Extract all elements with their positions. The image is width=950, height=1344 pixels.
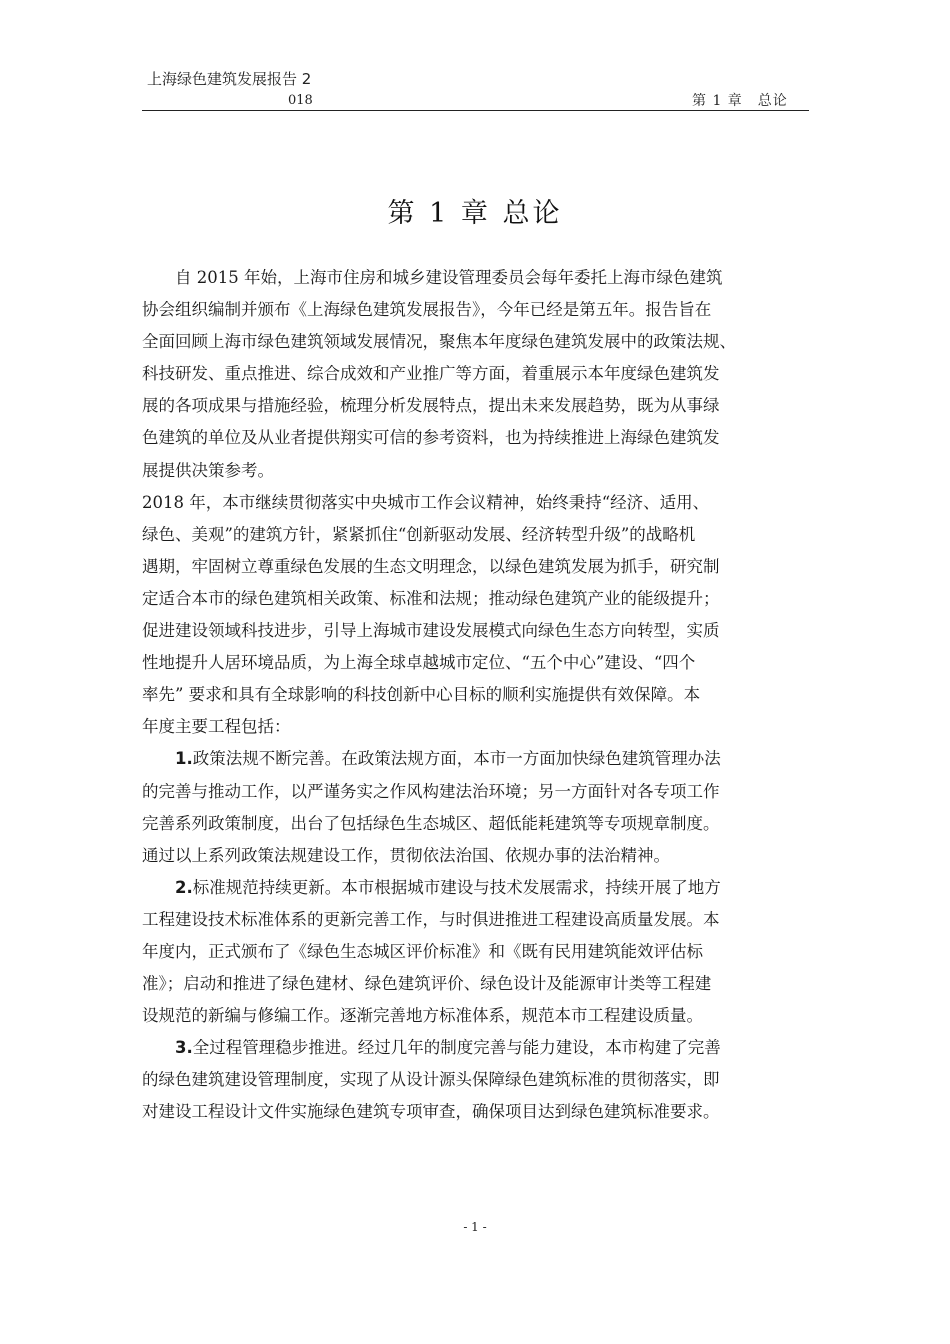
item-number: 3. (175, 1038, 193, 1058)
text-line: 展的各项成果与措施经验，梳理分析发展特点，提出未来发展趋势，既为从事绿 (142, 396, 720, 416)
item-number: 1. (175, 749, 193, 769)
text-line: 2018 年，本市继续贯彻落实中央城市工作会议精神，始终秉持“经济、适用、 (142, 492, 710, 512)
text-line: 年度内，正式颁布了《绿色生态城区评价标准》和《既有民用建筑能效评估标 (142, 941, 703, 961)
body-text (142, 262, 820, 1129)
item-number: 2. (175, 877, 193, 897)
numbered-item-1 (142, 743, 820, 775)
text-line: 完善系列政策制度，出台了包括绿色生态城区、超低能耗建筑等专项规章制度。 (142, 813, 720, 833)
running-header-title-continuation: 018 (288, 93, 313, 108)
text-line: 自 2015 年始，上海市住房和城乡建设管理委员会每年委托上海市绿色建筑 (142, 268, 723, 287)
text-line: 展提供决策参考。 (142, 460, 274, 480)
text-line: 工程建设技术标准体系的更新完善工作，与时俱进推进工程建设高质量发展。本 (142, 909, 720, 929)
text-line: 年度主要工程包括： (142, 717, 291, 737)
text-line: 全面回顾上海市绿色建筑领域发展情况，聚焦本年度绿色建筑发展中的政策法规、 (142, 332, 736, 352)
text-line: 定适合本市的绿色建筑相关政策、标准和法规；推动绿色建筑产业的能级提升； (142, 588, 720, 608)
running-header-title: 上海绿色建筑发展报告 2 (147, 70, 312, 88)
running-header-chapter: 第 1 章 总论 (692, 93, 788, 109)
header-rule (142, 110, 809, 111)
text-line: 绿色、美观”的建筑方针，紧紧抓住“创新驱动发展、经济转型升级”的战略机 (142, 524, 696, 544)
item-text: 政策法规不断完善。在政策法规方面，本市一方面加快绿色建筑管理办法 (192, 749, 721, 769)
text-line: 促进建设领域科技进步，引导上海城市建设发展模式向绿色生态方向转型，实质 (142, 621, 720, 641)
text-line: 率先” 要求和具有全球影响的科技创新中心目标的顺利实施提供有效保障。本 (142, 685, 701, 705)
text-line: 的完善与推动工作，以严谨务实之作风构建法治环境；另一方面针对各专项工作 (142, 781, 720, 801)
chapter-title: 第 1 章 总论 (387, 198, 563, 229)
text-line: 设规范的新编与修编工作。逐渐完善地方标准体系，规范本市工程建设质量。 (142, 1006, 703, 1026)
item-text: 全过程管理稳步推进。经过几年的制度完善与能力建设，本市构建了完善 (192, 1038, 721, 1058)
numbered-item-3 (142, 1032, 820, 1064)
text-line: 的绿色建筑建设管理制度，实现了从设计源头保障绿色建筑标准的贯彻落实，即 (142, 1070, 720, 1090)
text-line: 色建筑的单位及从业者提供翔实可信的参考资料，也为持续推进上海绿色建筑发 (142, 428, 720, 448)
text-line: 通过以上系列政策法规建设工作，贯彻依法治国、依规办事的法治精神。 (142, 845, 670, 865)
page-number: - 1 - (463, 1220, 487, 1234)
item-text: 标准规范持续更新。本市根据城市建设与技术发展需求，持续开展了地方 (192, 877, 721, 897)
numbered-item-2 (142, 872, 820, 904)
text-line: 遇期，牢固树立尊重绿色发展的生态文明理念，以绿色建筑发展为抓手，研究制 (142, 556, 720, 576)
text-line: 准》；启动和推进了绿色建材、绿色建筑评价、绿色设计及能源审计类等工程建 (142, 974, 712, 994)
text-line: 科技研发、重点推进、综合成效和产业推广等方面，着重展示本年度绿色建筑发 (142, 364, 720, 384)
text-line: 协会组织编制并颁布《上海绿色建筑发展报告》，今年已经是第五年。报告旨在 (142, 300, 712, 320)
text-line: 对建设工程设计文件实施绿色建筑专项审查，确保项目达到绿色建筑标准要求。 (142, 1102, 720, 1122)
text-line: 性地提升人居环境品质，为上海全球卓越城市定位、“五个中心”建设、“四个 (142, 653, 696, 673)
